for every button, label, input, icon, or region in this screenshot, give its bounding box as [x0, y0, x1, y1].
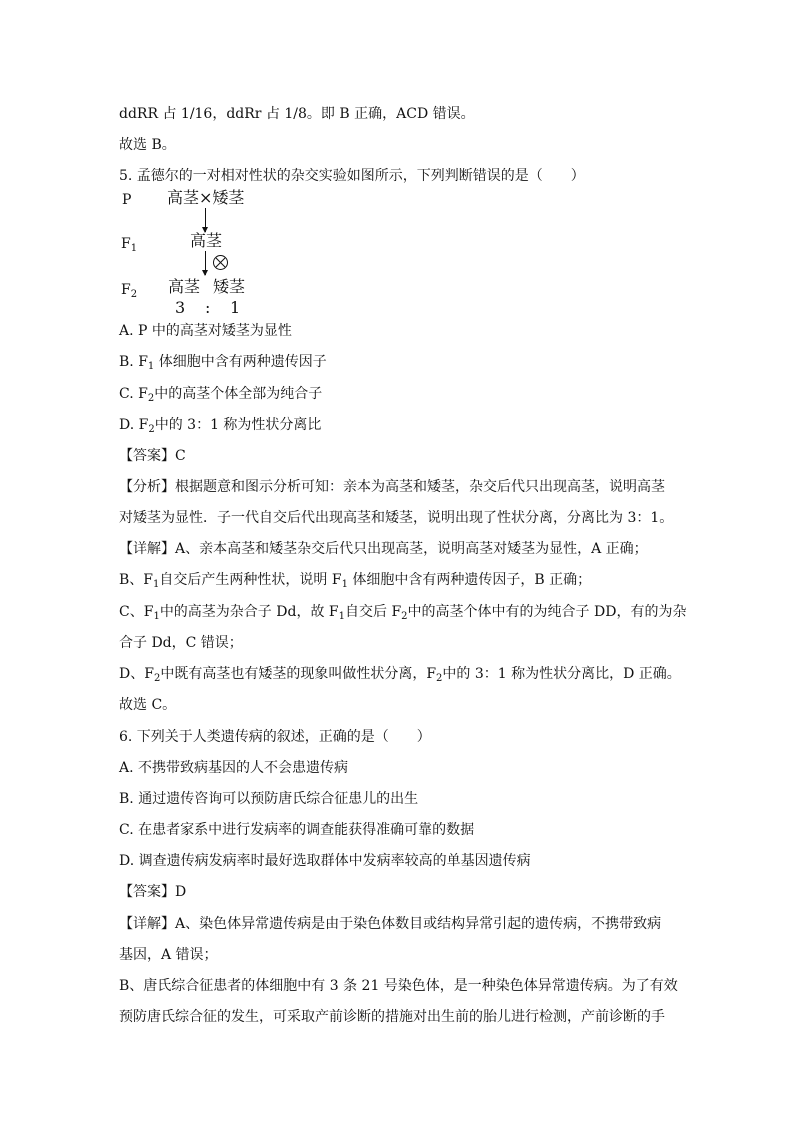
cross-diagram — [119, 186, 319, 326]
detail-line: B、$F_1$自交后产生两种性状，说明 $F_1$ 体细胞中含有两种遗传因子，B 正确； — [119, 572, 592, 590]
question-5-stem: 5. 孟德尔的一对相对性状的杂交实验如图所示，下列判断错误的是（ ） — [119, 168, 585, 184]
f1-phenotype: 高茎 — [190, 231, 223, 250]
detail-line: 合子 Dd，C 错误； — [119, 635, 243, 651]
text-line: 故选 B。 — [119, 137, 176, 153]
arrow-down-icon — [205, 208, 206, 232]
f2-label: $F_2$ — [121, 282, 138, 300]
detail-line: C、$F_1$中的高茎为杂合子 Dd，故 $F_1$自交后 $F_2$中的高茎个体中有的为纯合子 DD，有的为杂 — [119, 604, 687, 622]
ratio-colon: : — [205, 298, 211, 317]
arrow-down-icon — [205, 251, 206, 275]
f2-tall: 高茎 — [168, 277, 201, 296]
answer-5: 【答案】C — [119, 448, 186, 464]
answer-6: 【答案】D — [119, 884, 187, 900]
text-line: ddRR 占 1/16，ddRr 占 1/8。即 B 正确，ACD 错误。 — [119, 106, 475, 122]
option-c: C. 在患者家系中进行发病率的调查能获得准确可靠的数据 — [119, 822, 475, 838]
option-d: D. $F_2$中的 3：1 称为性状分离比 — [119, 417, 322, 435]
option-b: B. $F_1$ 体细胞中含有两种遗传因子 — [119, 354, 327, 372]
detail-line: 【详解】A、染色体异常遗传病是由于染色体数目或结构异常引起的遗传病，不携带致病 — [119, 916, 662, 932]
question-6-stem: 6. 下列关于人类遗传病的叙述，正确的是（ ） — [119, 729, 431, 745]
f1-label: $F_1$ — [121, 236, 138, 254]
option-c: C. $F_2$中的高茎个体全部为纯合子 — [119, 386, 323, 404]
option-a: A. 不携带致病基因的人不会患遗传病 — [119, 760, 349, 776]
ratio-right: 1 — [230, 298, 241, 317]
p-cross: 高茎×矮茎 — [167, 188, 245, 207]
detail-line: B、唐氏综合征患者的体细胞中有 3 条 21 号染色体，是一种染色体异常遗传病。为了有效 — [119, 978, 678, 994]
option-d: D. 调查遗传病发病率时最好选取群体中发病率较高的单基因遗传病 — [119, 853, 531, 869]
option-a: A. P 中的高茎对矮茎为显性 — [119, 323, 292, 339]
analysis-line: 对矮茎为显性．子一代自交后代出现高茎和矮茎，说明出现了性状分离，分离比为 3：1。 — [119, 510, 674, 526]
self-cross-icon — [213, 255, 228, 270]
detail-line: 【详解】A、亲本高茎和矮茎杂交后代只出现高茎，说明高茎对矮茎为显性，A 正确； — [119, 541, 648, 557]
detail-line: 预防唐氏综合征的发生，可采取产前诊断的措施对出生前的胎儿进行检测，产前诊断的手 — [119, 1009, 665, 1025]
f2-short: 矮茎 — [213, 277, 246, 296]
detail-line: D、$F_2$中既有高茎也有矮茎的现象叫做性状分离，$F_2$中的 3：1 称为性状分离比，D 正确。 — [119, 666, 681, 684]
option-b: B. 通过遗传咨询可以预防唐氏综合征患儿的出生 — [119, 791, 419, 807]
analysis-line: 【分析】根据题意和图示分析可知：亲本为高茎和矮茎，杂交后代只出现高茎，说明高茎 — [119, 479, 665, 495]
detail-line: 故选 C。 — [119, 697, 177, 713]
ratio-left: 3 — [175, 298, 186, 317]
detail-line: 基因，A 错误； — [119, 947, 218, 963]
p-label: P — [122, 192, 132, 208]
